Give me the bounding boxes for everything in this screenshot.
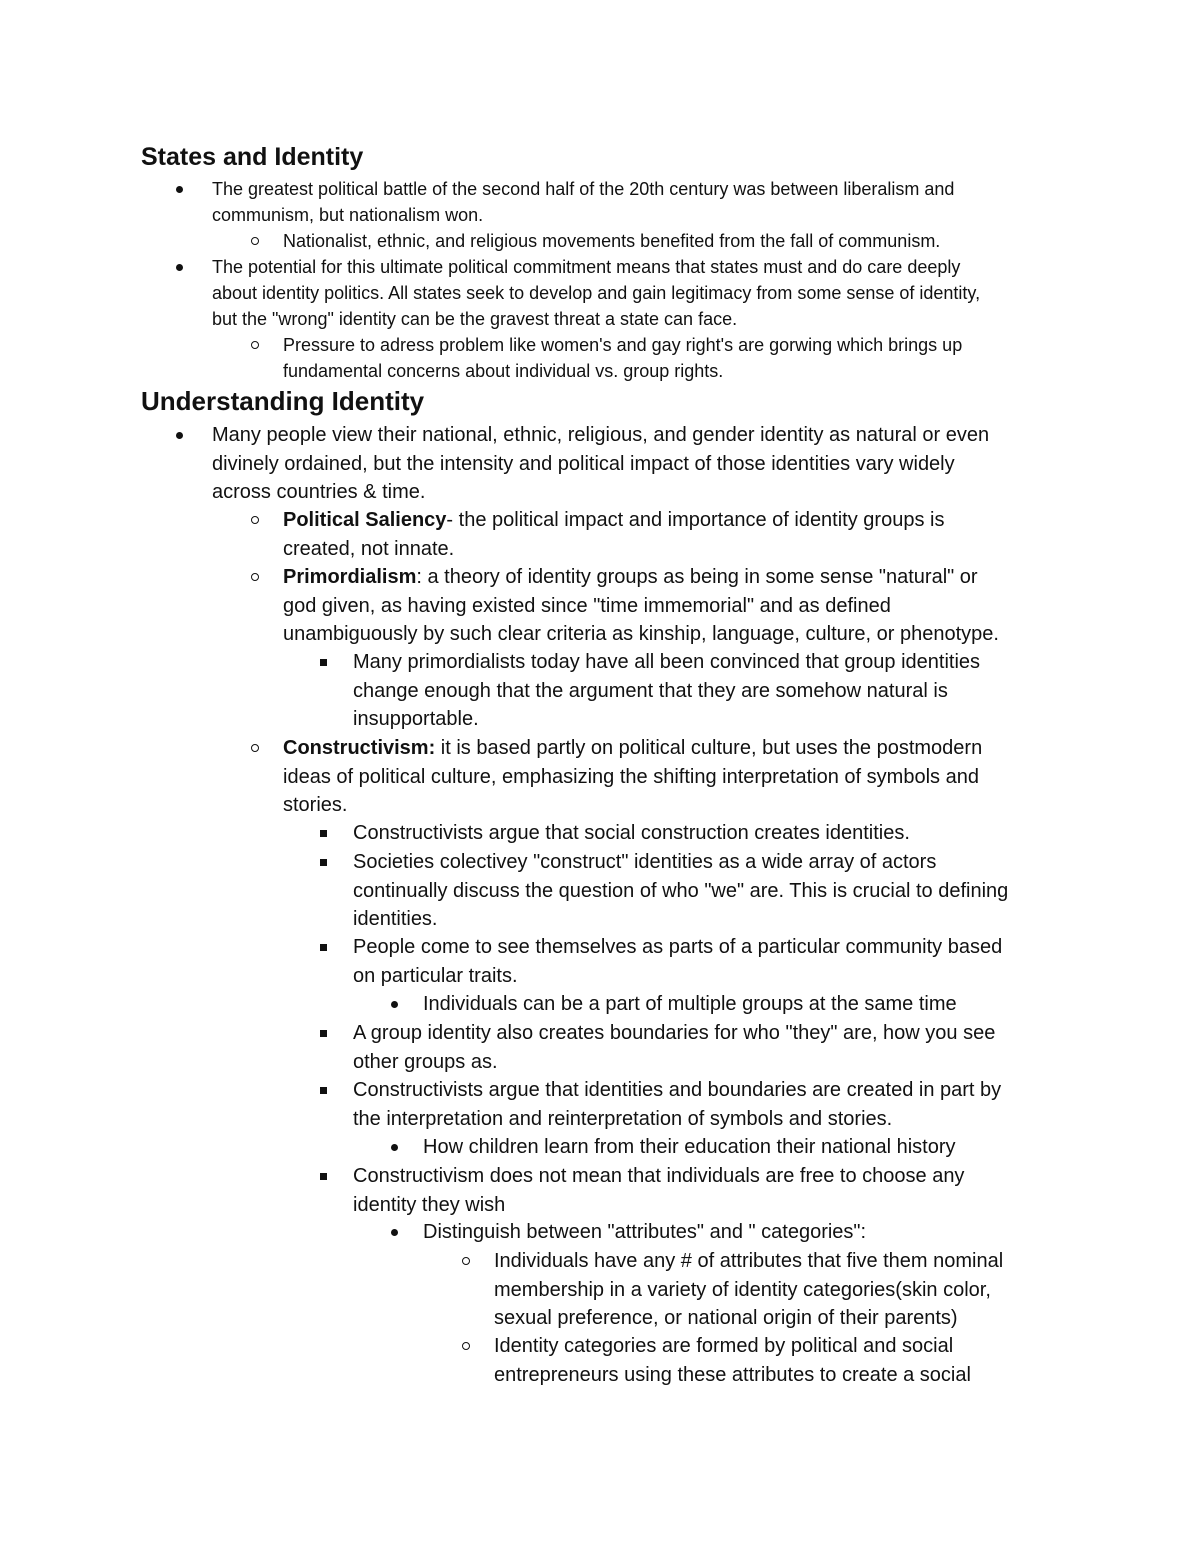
item-text-line: - the political impact and importance of identity groups is: [446, 509, 945, 531]
item-text-line: People come to see themselves as parts of a particular community based: [353, 936, 1003, 958]
term-political-saliency: Political Saliency: [283, 509, 447, 531]
item-text-line: god given, as having existed since "time immemorial" and as defined: [283, 594, 891, 617]
item-text-line: unambiguously by such clear criteria as kinship, language, culture, or phenotype.: [283, 623, 999, 645]
list-item: [423, 1133, 956, 1162]
bullet-dot-icon: [176, 264, 183, 271]
bullet-dot-icon: [391, 1001, 398, 1008]
item-text-line: identity they wish: [353, 1193, 506, 1216]
item-text-line: sexual preference, or national origin of their parents): [494, 1307, 958, 1329]
item-text-line: communism, but nationalism won.: [212, 205, 484, 225]
section-heading-understanding-identity: Understanding Identity: [141, 386, 425, 416]
bullet-square-icon: [320, 1173, 327, 1180]
term-primordialism: Primordialism: [283, 566, 417, 588]
item-text-line: identities.: [353, 908, 438, 930]
item-text-line: across countries & time.: [212, 481, 426, 503]
item-text-line: continually discuss the question of who "we" are. This is crucial to defining: [353, 879, 1009, 902]
item-text-line: The greatest political battle of the second half of the 20th century was between liberalism and: [212, 179, 955, 199]
bullet-circle-icon: [251, 341, 259, 349]
list-item: [353, 1162, 964, 1219]
list-item: [212, 254, 980, 332]
bullet-circle-icon: [251, 744, 259, 752]
list-item: [423, 990, 957, 1019]
list-item-political-saliency: [283, 506, 944, 563]
bullet-dot-icon: [176, 186, 183, 193]
list-item: [353, 1019, 995, 1076]
item-text-line: but the "wrong" identity can be the gravest threat a state can face.: [212, 309, 738, 329]
item-text-line: change enough that the argument that they are somehow natural is: [353, 679, 948, 702]
item-text-line: Individuals have any # of attributes that five them nominal: [494, 1250, 1004, 1272]
list-item: [353, 933, 1002, 990]
bullet-square-icon: [320, 944, 327, 951]
list-item-constructivism: [283, 734, 982, 820]
bullet-square-icon: [320, 659, 327, 666]
item-text-line: Many primordialists today have all been convinced that group identities: [353, 651, 981, 673]
bullet-square-icon: [320, 1087, 327, 1094]
item-text-line: Individuals can be a part of multiple groups at the same time: [423, 993, 957, 1015]
bullet-dot-icon: [391, 1229, 398, 1236]
section-heading-states-and-identity: States and Identity: [141, 143, 364, 171]
list-item: [423, 1218, 866, 1247]
item-text-line: ideas of political culture, emphasizing the shifting interpretation of symbols and: [283, 765, 979, 788]
item-text-line: Constructivism does not mean that individuals are free to choose any: [353, 1165, 965, 1187]
item-text-line: Pressure to adress problem like women's and gay right's are gorwing which brings up: [283, 335, 963, 355]
bullet-circle-icon: [251, 573, 259, 581]
item-text-line: it is based partly on political culture, but uses the postmodern: [435, 737, 983, 759]
bullet-square-icon: [320, 1030, 327, 1037]
item-text-line: A group identity also creates boundaries for who "they" are, how you see: [353, 1022, 996, 1044]
item-text-line: Identity categories are formed by political and social: [494, 1335, 954, 1357]
list-item: [212, 421, 989, 507]
item-text-line: fundamental concerns about individual vs. group rights.: [283, 361, 724, 381]
bullet-square-icon: [320, 830, 327, 837]
item-text-line: Distinguish between "attributes" and " categories":: [423, 1221, 867, 1243]
bullet-circle-icon: [251, 237, 259, 245]
list-item: [283, 228, 940, 254]
item-text-line: about identity politics. All states seek to develop and gain legitimacy from some sense of identity,: [212, 283, 981, 303]
list-item: [353, 848, 1008, 934]
item-text-line: Many people view their national, ethnic, religious, and gender identity as natural or even: [212, 424, 990, 446]
item-text-line: created, not innate.: [283, 537, 455, 560]
item-text-line: : a theory of identity groups as being in some sense "natural" or: [416, 566, 978, 588]
list-item: [212, 176, 954, 228]
list-item: [494, 1332, 971, 1389]
item-text-line: other groups as.: [353, 1050, 498, 1073]
item-text-line: the interpretation and reinterpretation of symbols and stories.: [353, 1107, 893, 1130]
item-text-line: insupportable.: [353, 708, 479, 730]
item-text-line: Societies colectivey "construct" identities as a wide array of actors: [353, 851, 937, 873]
list-item: [283, 332, 962, 384]
item-text-line: entrepreneurs using these attributes to create a social: [494, 1363, 971, 1386]
bullet-dot-icon: [176, 432, 183, 439]
list-item: [494, 1247, 1003, 1333]
item-text-line: Nationalist, ethnic, and religious movements benefited from the fall of communism.: [283, 231, 941, 251]
list-item-primordialism: [283, 563, 999, 649]
item-text-line: How children learn from their education their national history: [423, 1136, 956, 1158]
bullet-square-icon: [320, 859, 327, 866]
list-item: [353, 648, 980, 734]
bullet-dot-icon: [391, 1144, 398, 1151]
item-text-line: membership in a variety of identity categories(skin color,: [494, 1278, 991, 1301]
item-text-line: stories.: [283, 794, 348, 816]
bullet-circle-icon: [251, 516, 259, 524]
item-text-line: The potential for this ultimate political commitment means that states must and do care deeply: [212, 257, 961, 277]
bullet-circle-icon: [462, 1257, 470, 1265]
item-text-line: divinely ordained, but the intensity and political impact of those identities vary widely: [212, 452, 955, 475]
term-constructivism: Constructivism:: [283, 737, 436, 759]
list-item: [353, 1076, 1001, 1133]
list-item: [353, 819, 910, 848]
item-text-line: Constructivists argue that identities and boundaries are created in part by: [353, 1079, 1002, 1101]
item-text-line: Constructivists argue that social construction creates identities.: [353, 822, 910, 844]
bullet-circle-icon: [462, 1342, 470, 1350]
item-text-line: on particular traits.: [353, 964, 518, 987]
